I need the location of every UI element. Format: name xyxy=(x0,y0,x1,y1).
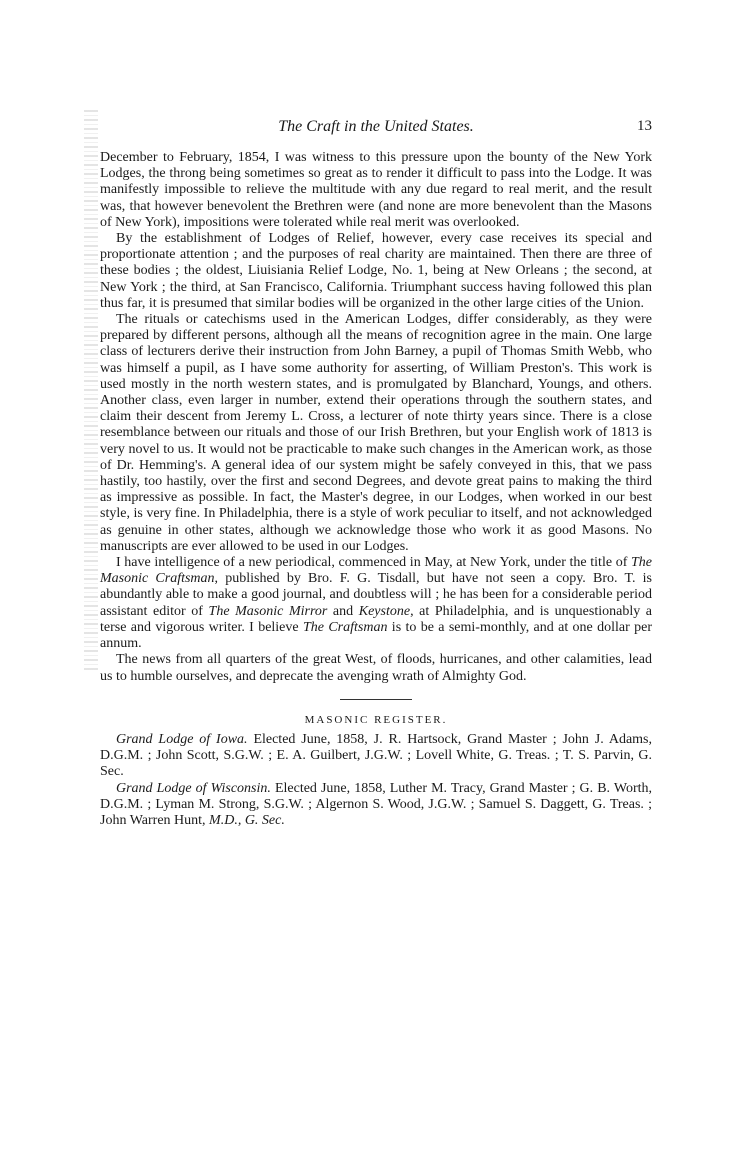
periodical-title-craftsman: The Masonic Craftsman xyxy=(100,555,652,587)
register-entry-details-tail: M.D., G. Sec. xyxy=(209,812,285,828)
running-title: The Craft in the United States. xyxy=(278,118,474,135)
periodical-text-2: , published by Bro. F. G. Tisdall, but have not seen a copy. Bro. T. is abundantly able to make a good journal, and doubtless will ; he has been for a considerable period assistant editor of xyxy=(100,571,652,619)
register-entry-name: Grand Lodge of Iowa. xyxy=(116,731,248,747)
periodical-title-keystone: Keystone xyxy=(358,603,411,619)
register-entry-name: Grand Lodge of Wisconsin. xyxy=(116,780,271,796)
periodical-text-5: is to be a semi-monthly, and at one dollar per annum. xyxy=(100,619,652,652)
periodical-title-mirror: The Masonic Mirror xyxy=(208,603,328,619)
page-number: 13 xyxy=(637,118,652,134)
periodical-text-3: and xyxy=(327,603,359,619)
running-head xyxy=(100,118,652,140)
paragraph-lodges-of-relief: By the establishment of Lodges of Relief, however, every case receives its special and proportionate attention ; and the purposes of real charity are maintained. Then there are three of these bodies ; the oldest, Liuisiania Relief Lodge, No. 1, being at New Orleans ; the second, at New York ; the third, at San Francisco, California. Triumphant success having followed this plan thus far, it is presumed that similar bodies will be organized in the other large cities of the Union. xyxy=(100,231,652,311)
register-entry-wisconsin xyxy=(100,781,652,830)
body-text xyxy=(100,150,652,829)
section-divider xyxy=(340,699,412,700)
periodical-title-craftsman-short: The Craftsman xyxy=(302,619,388,635)
paragraph-periodical xyxy=(100,555,652,652)
paragraph-rituals: The rituals or catechisms used in the American Lodges, differ considerably, as they were prepared by different persons, although all the means of recognition agree in the main. One large class of lecturers derive their instruction from John Barney, a pupil of Thomas Smith Webb, who was himself a pupil, as I have some authority for asserting, of William Preston's. This work is used mostly in the north western states, and is promulgated by Blanchard, Youngs, and others. Another class, even larger in number, extend their operations through the southern states, and claim their descent from Jeremy L. Cross, a lecturer of note thirty years since. There is a close resemblance between our rituals and those of our Irish Brethren, but your English work of 1813 is very novel to us. It would not be practicable to make such changes in the American work, as those of Dr. Hemming's. A general idea of our system might be safely conveyed in this, that we pass hastily, too hastily, over the first and second Degrees, and devote great pains to making the third as impressive as possible. In fact, the Master's degree, in our Lodges, when worked in our best style, is very fine. In Philadelphia, there is a style of work peculiar to itself, and not acknowledged as genuine in other states, although we acknowledge those who work it as good Masons. No manuscripts are ever allowed to be used in our Lodges. xyxy=(100,312,652,554)
register-entry-details: Elected June, 1858, Luther M. Tracy, Grand Master ; G. B. Worth, D.G.M. ; Lyman M. Strong, S.G.W. ; Algernon S. Wood, J.G.W. ; Samuel S. Daggett, G. Treas. ; John Warren Hunt, xyxy=(100,780,653,828)
register-entry-iowa xyxy=(100,732,652,781)
paragraph-west-news: The news from all quarters of the great West, of floods, hurricanes, and other calamities, lead us to humble ourselves, and deprecate the avenging wrath of Almighty God. xyxy=(100,652,652,684)
periodical-text-1: I have intelligence of a new periodical, commenced in May, at New York, under the title of xyxy=(116,555,631,571)
paragraph-new-york-lodges: December to February, 1854, I was witness to this pressure upon the bounty of the New York Lodges, the throng being sometimes so great as to render it difficult to pass into the Lodge. It was manifestly impossible to relieve the multitude with any due regard to real merit, and the result was, that however benevolent the Brethren were (and none are more benevolent than the Masons of New York), impositions were tolerated while real merit was overlooked. xyxy=(100,150,652,230)
register-entry-details: Elected June, 1858, J. R. Hartsock, Grand Master ; John J. Adams, D.G.M. ; John Scott, S.G.W. ; E. A. Guilbert, J.G.W. ; Lovell White, G. Treas. ; T. S. Parvin, G. Sec. xyxy=(100,731,653,780)
binding-shadow xyxy=(84,110,98,670)
periodical-text-4: , at Philadelphia, and is unquestionably a terse and vigorous writer. I believe xyxy=(100,603,653,635)
register-heading: MASONIC REGISTER. xyxy=(304,713,448,726)
